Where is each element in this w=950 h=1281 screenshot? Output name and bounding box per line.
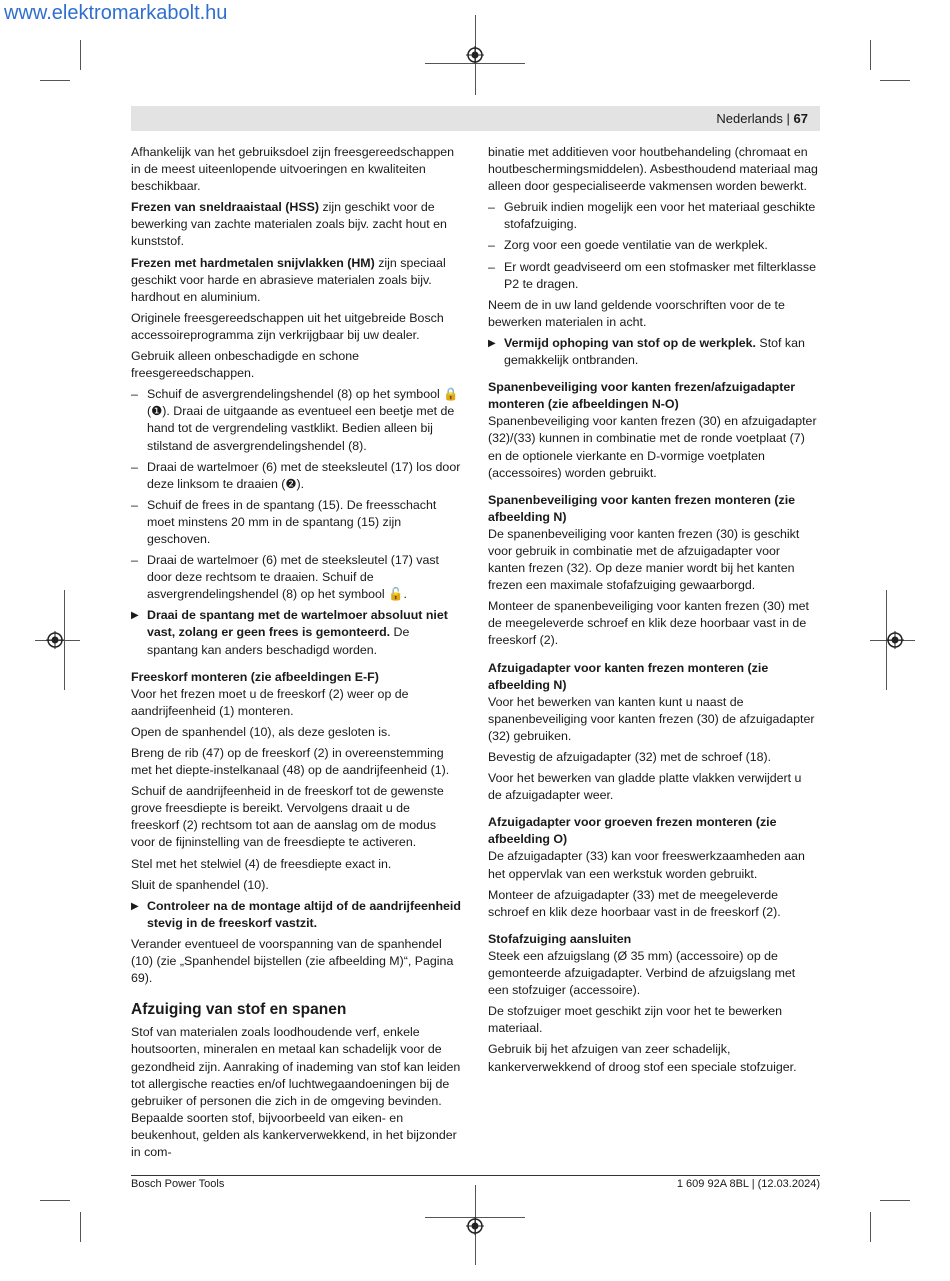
warning-note	[131, 607, 461, 658]
paragraph-text: Schuif de asvergrendelingshendel (8) op het symbool 🔒 (❶). Draai de uitgaande as eventueel een beetje met de hand tot de vergrendeling vastklikt. Bedien alleen bij stilstand de asvergrendelingshendel (8).	[147, 387, 459, 453]
footer-doc-id: 1 609 92A 8BL | (12.03.2024)	[676, 1178, 820, 1190]
crop-mark	[40, 80, 70, 81]
paragraph-text: Schuif de frees in de spantang (15). De freesschacht moet minstens 20 mm in de spantang (15) zijn geschoven.	[147, 497, 437, 546]
paragraph-text: binatie met additieven voor houtbehandeling (chromaat en houtbeschermingsmiddelen). Asbesthoudend materiaal mag alleen door gespecialiseerde vakmensen worden bewerkt.	[488, 145, 818, 194]
paragraph-text: Open de spanhendel (10), als deze gesloten is.	[131, 724, 391, 739]
header-text	[716, 111, 808, 126]
bold-lead: Vermijd ophoping van stof op de werkplek.	[504, 335, 756, 350]
paragraph	[488, 413, 818, 481]
warning-note	[131, 898, 461, 932]
paragraph	[488, 598, 818, 649]
paragraph	[488, 887, 818, 921]
paragraph-text: Stel met het stelwiel (4) de freesdiepte exact in.	[131, 856, 392, 871]
paragraph-text: Stofafzuiging aansluiten	[488, 931, 632, 946]
paragraph	[131, 936, 461, 987]
page-header	[131, 106, 820, 131]
paragraph-text: Monteer de afzuigadapter (33) met de meegeleverde schroef en klik deze hoorbaar vast in de freeskorf (2).	[488, 887, 781, 919]
paragraph-text: Gebruik indien mogelijk een voor het materiaal geschikte stofafzuiging.	[504, 200, 816, 232]
paragraph-text: Afzuiging van stof en spanen	[131, 1001, 347, 1019]
header-language: Nederlands	[716, 111, 783, 126]
paragraph-text: Gebruik bij het afzuigen van zeer schadelijk, kankerverwekkend of droog stof een speciale stofzuiger.	[488, 1042, 797, 1074]
paragraph-text: Voor het frezen moet u de freeskorf (2) weer op de aandrijfeenheid (1) monteren.	[131, 686, 409, 718]
bold-lead: Frezen met hardmetalen snijvlakken (HM)	[131, 255, 375, 270]
paragraph	[131, 724, 461, 741]
paragraph	[488, 1041, 818, 1075]
bold-lead: Controleer na de montage altijd of de aandrijfeenheid stevig in de freeskorf vastzit.	[147, 898, 461, 930]
paragraph	[131, 348, 461, 382]
registration-mark-icon	[886, 631, 904, 649]
paragraph	[488, 770, 818, 804]
instruction-step	[131, 386, 461, 454]
warning-note	[488, 335, 818, 369]
paragraph	[131, 877, 461, 894]
paragraph-text: Breng de rib (47) op de freeskorf (2) in overeenstemming met het diepte-instelkanaal (48) op de aandrijfeenheid (1).	[131, 746, 450, 778]
paragraph	[488, 694, 818, 745]
paragraph	[131, 144, 461, 195]
paragraph-text: zijn geschikt voor de bewerking van zachte materialen zoals bijv. zacht hout en kunststof.	[131, 200, 447, 249]
paragraph-text: Spanenbeveiliging voor kanten frezen/afzuigadapter monteren (zie afbeeldingen N-O)	[488, 380, 796, 412]
paragraph-text: Originele freesgereedschappen uit het uitgebreide Bosch accessoireprogramma zijn verkrijgbaar bij uw dealer.	[131, 310, 444, 342]
paragraph-text: De afzuigadapter (33) kan voor freeswerkzaamheden aan het oppervlak van een werkstuk worden gebruikt.	[488, 849, 805, 881]
paragraph-text: Afzuigadapter voor groeven frezen monteren (zie afbeelding O)	[488, 815, 777, 847]
section-heading	[488, 379, 818, 413]
crop-mark	[880, 80, 910, 81]
paragraph-text: Stof van materialen zoals loodhoudende verf, enkele houtsoorten, mineralen en metaal kan schadelijk voor de gezondheid zijn. Aanraking of inademing van stof kan leiden tot allergische reacties en/of luchtwegaandoeningen bij de gebruiker of personen die zich in de omgeving bevinden. Bepaalde soorten stof, bijvoorbeeld van eiken- en beukenhout, gelden als kankerverwekkend, in het bijzonder in com-	[131, 1025, 461, 1159]
paragraph-text: Freeskorf monteren (zie afbeeldingen E-F)	[131, 669, 379, 684]
instruction-step	[131, 497, 461, 548]
section-heading	[131, 669, 461, 686]
paragraph-text: Monteer de spanenbeveiliging voor kanten frezen (30) met de meegeleverde schroef en klik deze hoorbaar vast in de freeskorf (2).	[488, 599, 809, 648]
bold-lead: Frezen van sneldraaistaal (HSS)	[131, 200, 319, 215]
registration-mark-icon	[466, 46, 484, 64]
crop-mark	[80, 1212, 81, 1242]
paragraph-text: Neem de in uw land geldende voorschriften voor de te bewerken materialen in acht.	[488, 297, 785, 329]
watermark-link[interactable]: www.elektromarkabolt.hu	[4, 2, 228, 24]
paragraph	[131, 745, 461, 779]
paragraph	[488, 749, 818, 766]
section-heading	[488, 660, 818, 694]
paragraph	[488, 144, 818, 195]
paragraph-text: Draai de wartelmoer (6) met de steeksleutel (17) los door deze linksom te draaien (❷).	[147, 459, 461, 491]
page-number: 67	[793, 111, 808, 126]
section-heading	[488, 814, 818, 848]
instruction-step	[488, 259, 818, 293]
instruction-step	[488, 237, 818, 254]
paragraph-text: Spanenbeveiliging voor kanten frezen monteren (zie afbeelding N)	[488, 492, 796, 524]
crop-mark	[880, 1200, 910, 1201]
right-column	[488, 144, 818, 1080]
paragraph	[131, 255, 461, 306]
paragraph	[488, 1003, 818, 1037]
paragraph	[488, 526, 818, 594]
paragraph-text: Schuif de aandrijfeenheid in de freeskorf tot de gewenste grove freesdiepte is bereikt. Vervolgens draait u de freeskorf (2) rechtsom tot aan de aanslag om de modus voor de fijninstelling van de freesdiepte te activeren.	[131, 784, 444, 850]
left-column	[131, 144, 461, 1165]
crop-mark	[870, 1212, 871, 1242]
paragraph	[488, 848, 818, 882]
paragraph-text: De spanenbeveiliging voor kanten frezen (30) is geschikt voor gebruik in combinatie met de afzuigadapter voor kanten frezen (32). Op deze manier wordt bij het kanten frezen een maximale stofafzuiging gewaarborgd.	[488, 526, 800, 593]
chapter-heading	[131, 1001, 461, 1018]
paragraph	[131, 1024, 461, 1161]
paragraph-text: Draai de wartelmoer (6) met de steeksleutel (17) vast door deze rechtsom te draaien. Schuif de asvergrendelingshendel (8) op het symbool 🔓.	[147, 553, 439, 602]
paragraph-text: Spanenbeveiliging voor kanten frezen (30) en afzuigadapter (32)/(33) kunnen in combinatie met de ronde voetplaat (7) en de optionele vierkante en D-vormige voetplaten (accessoires) worden gebruikt.	[488, 414, 817, 480]
footer-rule	[131, 1175, 820, 1176]
paragraph-text: Bevestig de afzuigadapter (32) met de schroef (18).	[488, 750, 772, 764]
paragraph-text: Sluit de spanhendel (10).	[131, 877, 269, 892]
registration-mark-icon	[46, 631, 64, 649]
paragraph	[131, 199, 461, 250]
header-separator: |	[786, 111, 790, 126]
instruction-step	[131, 552, 461, 603]
paragraph-text: Stof kan gemakkelijk ontbranden.	[504, 335, 805, 368]
crop-mark	[80, 40, 81, 70]
bold-lead: Draai de spantang met de wartelmoer absoluut niet vast, zolang er geen frees is gemonteerd.	[147, 608, 448, 640]
paragraph-text: Verander eventueel de voorspanning van de spanhendel (10) (zie „Spanhendel bijstellen (zie afbeelding M)“, Pagina 69).	[131, 936, 454, 986]
crop-mark	[64, 590, 65, 690]
registration-mark-icon	[466, 1217, 484, 1235]
paragraph-text: Steek een afzuigslang (Ø 35 mm) (accessoire) op de gemonteerde afzuigadapter. Verbind de afzuigslang met een stofzuiger (accessoire).	[488, 948, 796, 998]
paragraph	[131, 310, 461, 344]
paragraph-text: Voor het bewerken van gladde platte vlakken verwijdert u de afzuigadapter weer.	[488, 771, 802, 803]
paragraph-text: Voor het bewerken van kanten kunt u naast de spanenbeveiliging voor kanten frezen (30) de afzuigadapter (32) gebruiken.	[488, 694, 815, 743]
paragraph	[131, 783, 461, 851]
paragraph-text: Gebruik alleen onbeschadigde en schone freesgereedschappen.	[131, 349, 360, 381]
section-heading	[488, 931, 818, 948]
paragraph-text: Er wordt geadviseerd om een stofmasker met filterklasse P2 te dragen.	[504, 259, 816, 291]
section-heading	[488, 492, 818, 526]
paragraph	[131, 686, 461, 720]
instruction-step	[488, 199, 818, 233]
paragraph-text: De stofzuiger moet geschikt zijn voor het te bewerken materiaal.	[488, 1004, 783, 1036]
instruction-step	[131, 459, 461, 493]
paragraph-text: Afzuigadapter voor kanten frezen monteren (zie afbeelding N)	[488, 660, 769, 692]
paragraph-text: De spantang kan anders beschadigd worden.	[147, 625, 410, 657]
crop-mark	[40, 1200, 70, 1201]
paragraph-text: Zorg voor een goede ventilatie van de werkplek.	[504, 238, 768, 253]
paragraph	[131, 856, 461, 873]
paragraph-text: zijn speciaal geschikt voor harde en abrasieve materialen zoals bijv. hardhout en aluminium.	[131, 255, 446, 304]
paragraph	[488, 948, 818, 999]
paragraph	[488, 297, 818, 331]
crop-mark	[870, 40, 871, 70]
paragraph-text: Afhankelijk van het gebruiksdoel zijn freesgereedschappen in de meest uiteenlopende uitvoeringen en kwaliteiten beschikbaar.	[131, 145, 455, 194]
footer-brand: Bosch Power Tools	[131, 1178, 225, 1190]
